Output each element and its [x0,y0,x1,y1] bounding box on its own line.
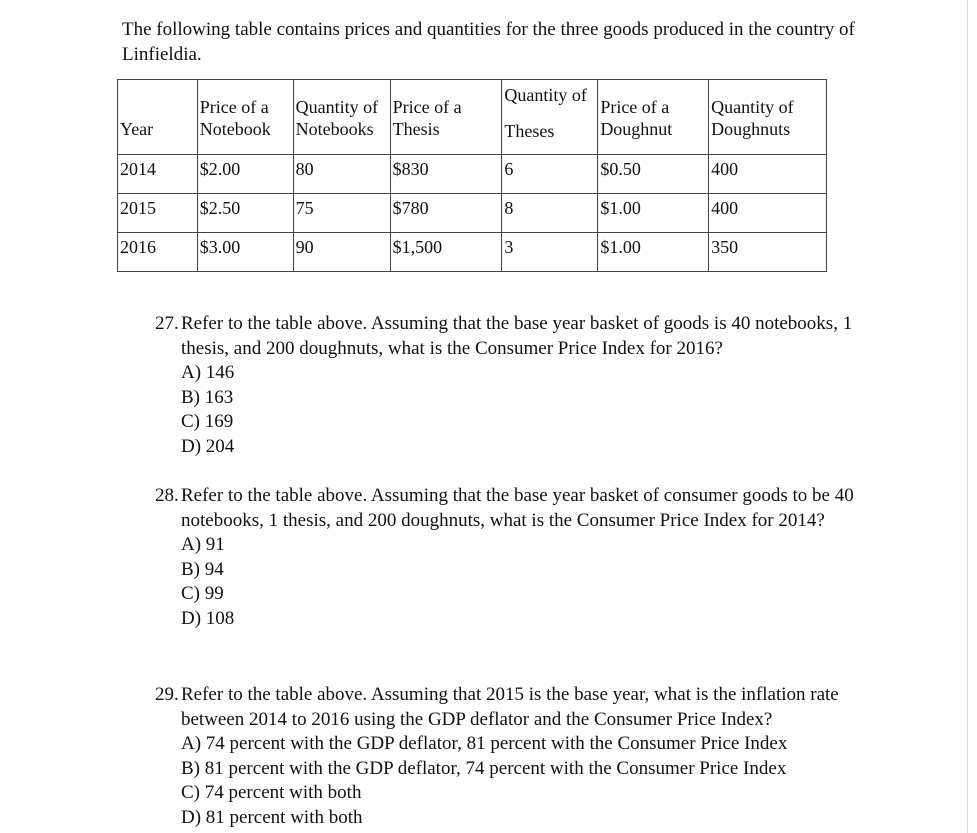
option-b: B) 163 [181,386,234,408]
answer-options [181,361,895,459]
cell-price-notebook: $2.50 [197,194,293,233]
question-27 [155,312,895,459]
cell-quantity-theses: 8 [502,194,598,233]
cell-price-thesis: $1,500 [390,233,502,272]
cell-year: 2016 [118,233,198,272]
option-d: D) 81 percent with both [181,806,363,828]
header-quantity-notebooks: Quantity of Notebooks [293,80,390,155]
cell-quantity-doughnuts: 350 [709,233,827,272]
cell-price-doughnut: $0.50 [598,155,709,194]
header-price-notebook: Price of a Notebook [197,80,293,155]
option-b: B) 94 [181,558,224,580]
header-quantity-doughnuts: Quantity of Doughnuts [709,80,827,155]
table-row-2015 [118,194,827,233]
question-number: 29. [155,684,179,705]
table-row-2016 [118,233,827,272]
question-stem [155,683,895,732]
option-c: C) 169 [181,411,234,432]
cell-quantity-doughnuts: 400 [709,194,827,233]
prices-quantities-table [117,79,827,272]
question-number: 27. [155,313,179,334]
question-29 [155,683,895,830]
cell-quantity-notebooks: 75 [293,194,390,233]
cell-price-doughnut: $1.00 [598,194,709,233]
cell-price-notebook: $3.00 [197,233,293,272]
cell-price-notebook: $2.00 [197,155,293,194]
header-price-thesis: Price of a Thesis [390,80,502,155]
option-a: A) 91 [181,534,225,555]
table-header-row [118,80,827,155]
cell-price-thesis: $830 [390,155,502,194]
option-d: D) 108 [181,607,235,629]
cell-price-doughnut: $1.00 [598,233,709,272]
answer-options [181,533,895,631]
question-number: 28. [155,485,179,506]
option-c: C) 99 [181,583,224,604]
option-a: A) 146 [181,362,235,383]
option-a: A) 74 percent with the GDP deflator, 81 percent with the Consumer Price Index [181,733,788,754]
option-b: B) 81 percent with the GDP deflator, 74 percent with the Consumer Price Index [181,757,787,779]
question-stem [155,484,895,533]
header-quantity-theses: Quantity of Theses [502,80,598,155]
header-price-doughnut: Price of a Doughnut [598,80,709,155]
cell-price-thesis: $780 [390,194,502,233]
cell-quantity-notebooks: 80 [293,155,390,194]
cell-quantity-doughnuts: 400 [709,155,827,194]
question-text: Refer to the table above. Assuming that the base year basket of goods is 40 notebooks, 1 thesis, and 200 doughnuts, what is the Consumer Price Index for 2016? [181,313,853,359]
answer-options [181,732,895,830]
question-text: Refer to the table above. Assuming that 2015 is the base year, what is the inflation rate between 2014 to 2016 using the GDP deflator and the Consumer Price Index? [181,684,839,730]
cell-year: 2015 [118,194,198,233]
table-row-2014 [118,155,827,194]
option-d: D) 204 [181,435,235,457]
cell-quantity-theses: 6 [502,155,598,194]
cell-year: 2014 [118,155,198,194]
question-28 [155,484,895,631]
cell-quantity-theses: 3 [502,233,598,272]
question-stem [155,312,895,361]
option-c: C) 74 percent with both [181,782,362,803]
cell-quantity-notebooks: 90 [293,233,390,272]
header-year: Year [118,80,198,155]
question-text: Refer to the table above. Assuming that the base year basket of consumer goods to be 40 notebooks, 1 thesis, and 200 doughnuts, what is the Consumer Price Index for 2014? [181,485,854,531]
intro-text: The following table contains prices and quantities for the three goods produced in the country of Linfieldia. [122,19,855,65]
